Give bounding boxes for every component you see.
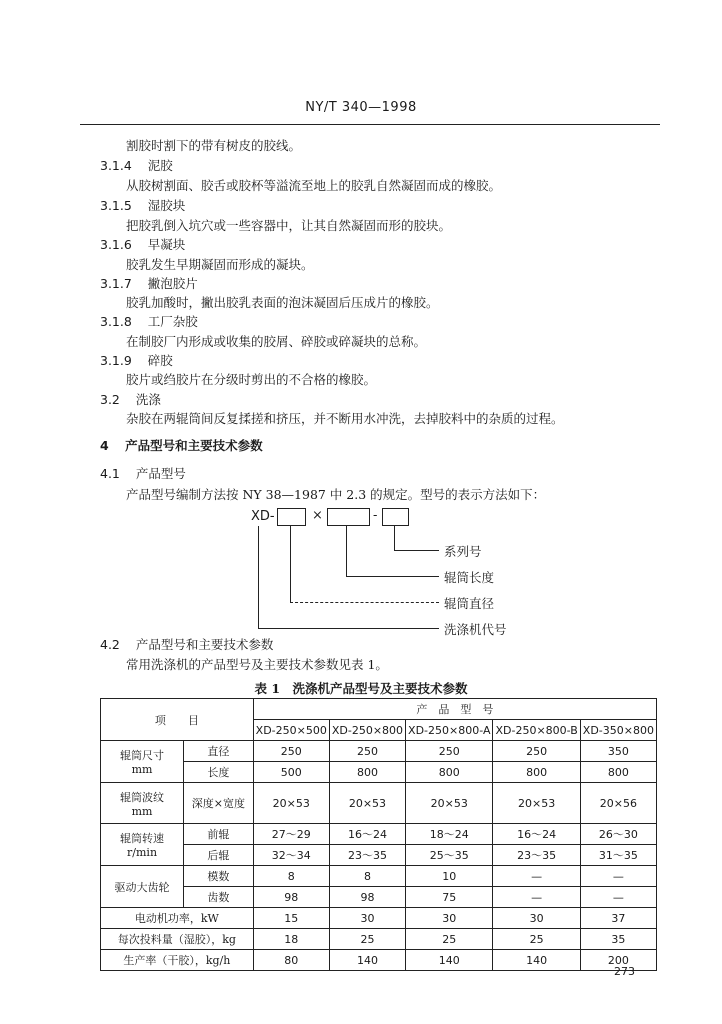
sub-label: 直径	[184, 741, 254, 762]
row-label: 每次投料量（湿胶），kg	[101, 929, 254, 950]
group-label	[101, 824, 184, 866]
group-label-line2: mm	[131, 804, 153, 818]
value-cell: 800	[406, 762, 493, 783]
diameter-leader-h	[290, 602, 439, 603]
section-title: 工厂杂胶	[147, 314, 198, 329]
value-cell: 25	[406, 929, 493, 950]
value-cell: —	[580, 887, 656, 908]
code-label: 洗涤机代号	[444, 622, 507, 637]
paragraph-text: 在制胶厂内形成或收集的胶屑、碎胶或碎凝块的总称。	[126, 334, 427, 349]
paragraph-3-1-4	[126, 178, 501, 194]
section-number: 3.1.5	[100, 198, 132, 213]
table-caption: 表 1 洗涤机产品型号及主要技术参数	[254, 681, 468, 696]
value-cell: 98	[253, 887, 329, 908]
value-cell: 140	[406, 950, 493, 971]
paragraph-text: 割胶时割下的带有树皮的胶线。	[126, 138, 302, 153]
paragraph-text: 杂胶在两辊筒间反复揉搓和挤压，并不断用水冲洗，去掉胶料中的杂质的过程。	[126, 411, 564, 426]
value-cell: —	[580, 866, 656, 887]
heading-3-1-5	[100, 198, 185, 214]
group-label-line1: 辊筒尺寸	[120, 749, 165, 762]
value-cell: 27～29	[253, 824, 329, 845]
value-cell: 20×56	[580, 783, 656, 824]
model-cell: XD-350×800	[580, 720, 656, 741]
heading-4-2	[100, 637, 273, 653]
value-cell: 15	[253, 908, 329, 929]
heading-3-1-8	[100, 314, 198, 330]
model-cell: XD-250×500	[253, 720, 329, 741]
value-cell: 20×53	[493, 783, 580, 824]
heading-4	[100, 438, 263, 454]
heading-3-1-9	[100, 353, 173, 369]
section-number: 3.1.6	[100, 237, 132, 252]
model-prefix: XD-	[251, 509, 275, 524]
paragraph-3-1-7	[126, 295, 439, 311]
table-row	[101, 887, 657, 908]
value-cell: 30	[493, 908, 580, 929]
times-sign: ×	[312, 508, 323, 523]
value-cell: 20×53	[406, 783, 493, 824]
section-number: 4.1	[100, 466, 120, 481]
value-cell: 10	[406, 866, 493, 887]
sub-label: 前辊	[184, 824, 254, 845]
section-title: 早凝块	[147, 237, 186, 252]
table-header-row	[101, 699, 657, 720]
paragraph-text: 常用洗涤机的产品型号及主要技术参数见表 1。	[126, 657, 388, 672]
value-cell: 250	[329, 741, 405, 762]
value-cell: 18	[253, 929, 329, 950]
table-row	[101, 845, 657, 866]
group-label-line2: r/min	[127, 846, 158, 859]
table-row	[101, 866, 657, 887]
section-number: 3.2	[100, 392, 120, 407]
section-number: 3.1.8	[100, 314, 132, 329]
paragraph-cut-lace-tail	[126, 138, 301, 154]
sub-label: 长度	[184, 762, 254, 783]
value-cell: 140	[329, 950, 405, 971]
paragraph-4-2	[126, 657, 388, 673]
section-title: 洗涤	[135, 392, 161, 407]
spec-table	[100, 698, 657, 971]
row-label: 电动机功率，kW	[101, 908, 254, 929]
length-label: 辊筒长度	[444, 570, 495, 585]
value-cell: 18～24	[406, 824, 493, 845]
value-cell: 250	[406, 741, 493, 762]
value-cell: 75	[406, 887, 493, 908]
model-header: 产 品 型 号	[253, 699, 656, 720]
value-cell: 37	[580, 908, 656, 929]
value-cell: —	[493, 866, 580, 887]
section-title: 泥胶	[147, 158, 173, 173]
section-title: 产品型号和主要技术参数	[135, 637, 274, 652]
code-leader-h	[258, 628, 439, 629]
header-rule	[80, 124, 660, 125]
value-cell: 16～24	[329, 824, 405, 845]
paragraph-text: 产品型号编制方法按 NY 38—1987 中 2.3 的规定。型号的表示方法如下：	[126, 487, 546, 502]
heading-3-1-7	[100, 276, 198, 292]
series-label: 系列号	[444, 544, 482, 559]
section-title: 湿胶块	[147, 198, 186, 213]
paragraph-3-1-9	[126, 372, 376, 388]
section-number: 4	[100, 438, 109, 453]
section-title: 产品型号	[135, 466, 186, 481]
section-title: 碎胶	[147, 353, 173, 368]
series-leader-v	[394, 526, 395, 550]
value-cell: —	[493, 887, 580, 908]
diameter-leader-v	[290, 526, 291, 602]
table-row	[101, 950, 657, 971]
value-cell: 16～24	[493, 824, 580, 845]
value-cell: 31～35	[580, 845, 656, 866]
paragraph-3-2	[126, 411, 564, 427]
model-cell: XD-250×800	[329, 720, 405, 741]
value-cell: 200	[580, 950, 656, 971]
value-cell: 500	[253, 762, 329, 783]
group-label-line2: mm	[131, 763, 153, 776]
paragraph-text: 从胶树割面、胶舌或胶杯等溢流至地上的胶乳自然凝固而成的橡胶。	[126, 178, 502, 193]
table-row	[101, 762, 657, 783]
paragraph-text: 胶乳发生早期凝固而形成的凝块。	[126, 257, 314, 272]
paragraph-3-1-8	[126, 334, 426, 350]
paragraph-text: 胶片或绉胶片在分级时剪出的不合格的橡胶。	[126, 372, 377, 387]
table-row	[101, 783, 657, 824]
paragraph-4-1	[126, 487, 545, 503]
length-leader-h	[346, 576, 439, 577]
series-leader-h	[394, 550, 439, 551]
group-label-line1: 驱动大齿轮	[114, 880, 170, 894]
value-cell: 23～35	[329, 845, 405, 866]
value-cell: 250	[493, 741, 580, 762]
row-label: 生产率（干胶），kg/h	[101, 950, 254, 971]
section-number: 4.2	[100, 637, 120, 652]
group-label	[101, 741, 184, 783]
heading-3-1-6	[100, 237, 185, 253]
section-number: 3.1.4	[100, 158, 132, 173]
paragraph-text: 胶乳加酸时，撇出胶乳表面的泡沫凝固后压成片的橡胶。	[126, 295, 439, 310]
table-row	[101, 741, 657, 762]
value-cell: 25～35	[406, 845, 493, 866]
value-cell: 800	[329, 762, 405, 783]
value-cell: 30	[406, 908, 493, 929]
value-cell: 8	[253, 866, 329, 887]
value-cell: 32～34	[253, 845, 329, 866]
value-cell: 8	[329, 866, 405, 887]
table-row	[101, 824, 657, 845]
value-cell: 23～35	[493, 845, 580, 866]
sub-label: 模数	[184, 866, 254, 887]
series-box	[382, 508, 409, 526]
value-cell: 35	[580, 929, 656, 950]
value-cell: 26～30	[580, 824, 656, 845]
group-label	[101, 866, 184, 908]
value-cell: 20×53	[253, 783, 329, 824]
heading-4-1	[100, 466, 186, 482]
value-cell: 25	[493, 929, 580, 950]
model-cell: XD-250×800-A	[406, 720, 493, 741]
paragraph-3-1-6	[126, 257, 314, 273]
length-leader-v	[346, 526, 347, 576]
section-title: 产品型号和主要技术参数	[125, 438, 263, 453]
page-number: 273	[614, 965, 635, 978]
value-cell: 25	[329, 929, 405, 950]
heading-3-1-4	[100, 158, 173, 174]
heading-3-2	[100, 392, 161, 408]
item-header: 项 目	[101, 699, 254, 741]
length-box	[327, 508, 370, 526]
section-title: 撇泡胶片	[147, 276, 198, 291]
diameter-label: 辊筒直径	[444, 596, 495, 611]
paragraph-text: 把胶乳倒入坑穴或一些容器中，让其自然凝固而形的胶块。	[126, 218, 452, 233]
value-cell: 140	[493, 950, 580, 971]
table-row	[101, 908, 657, 929]
paragraph-3-1-5	[126, 218, 451, 234]
model-cell: XD-250×800-B	[493, 720, 580, 741]
value-cell: 30	[329, 908, 405, 929]
code-leader-v	[258, 526, 259, 628]
sub-label: 深度×宽度	[184, 783, 254, 824]
group-label-line1: 辊筒波纹	[120, 790, 165, 804]
value-cell: 800	[580, 762, 656, 783]
value-cell: 350	[580, 741, 656, 762]
sub-label: 齿数	[184, 887, 254, 908]
section-number: 3.1.7	[100, 276, 132, 291]
sub-label: 后辊	[184, 845, 254, 866]
group-label-line1: 辊筒转速	[120, 832, 165, 845]
value-cell: 800	[493, 762, 580, 783]
value-cell: 20×53	[329, 783, 405, 824]
standard-code-header: NY/T 340—1998	[305, 100, 417, 115]
value-cell: 80	[253, 950, 329, 971]
group-label	[101, 783, 184, 824]
section-number: 3.1.9	[100, 353, 132, 368]
table-row	[101, 929, 657, 950]
value-cell: 98	[329, 887, 405, 908]
diameter-box	[277, 508, 306, 526]
value-cell: 250	[253, 741, 329, 762]
dash-sign: -	[373, 508, 378, 523]
